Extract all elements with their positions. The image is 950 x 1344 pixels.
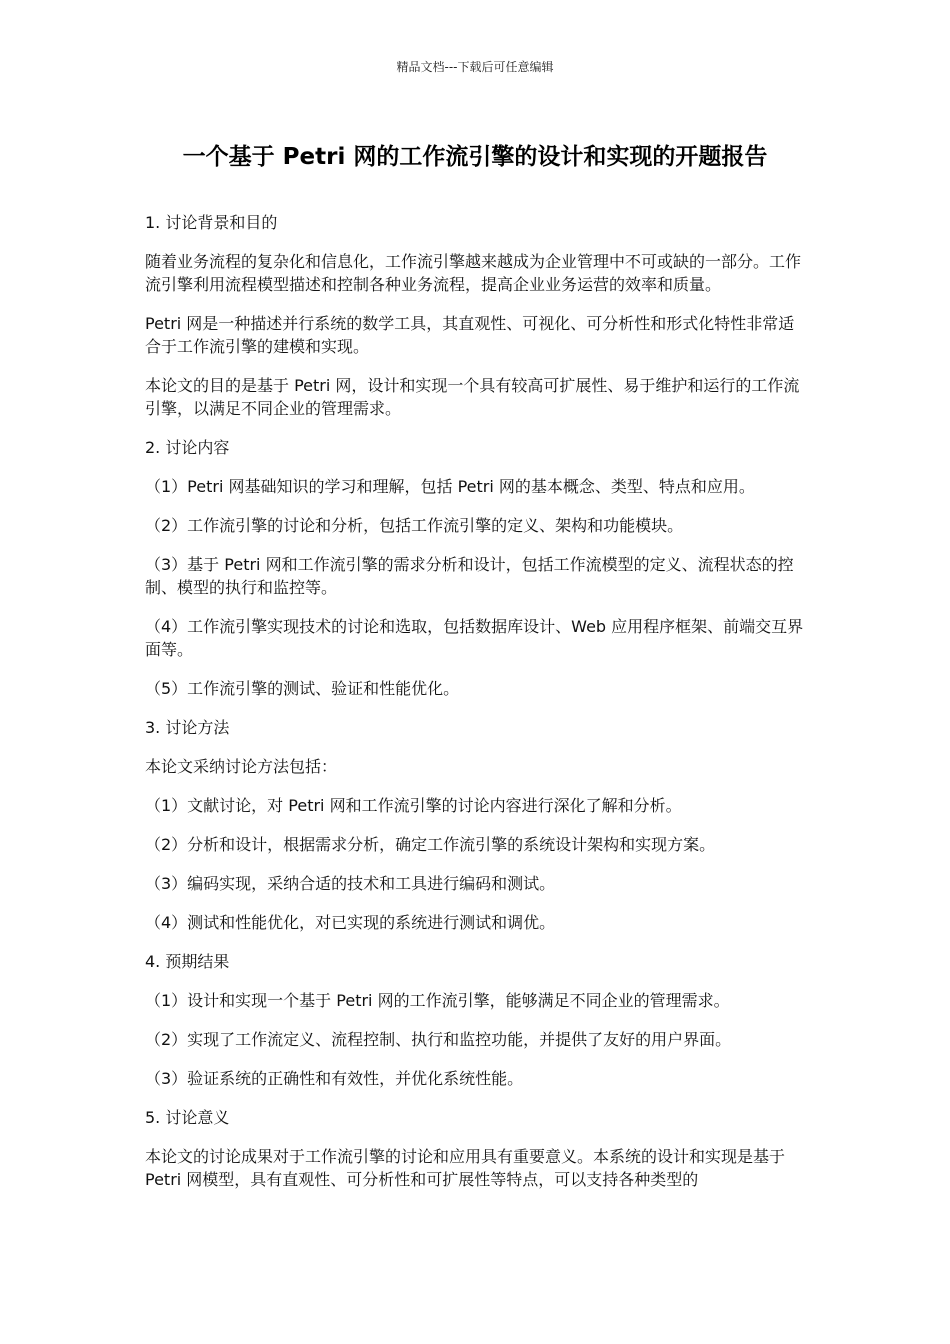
paragraph: 本论文采纳讨论方法包括：: [145, 757, 338, 776]
list-item: （1）设计和实现一个基于 Petri 网的工作流引擎，能够满足不同企业的管理需求。: [145, 991, 730, 1010]
document-title: 一个基于 Petri 网的工作流引擎的设计和实现的开题报告: [182, 144, 768, 170]
list-item: （3）编码实现，采纳合适的技术和工具进行编码和测试。: [145, 874, 556, 893]
list-item: （2）实现了工作流定义、流程控制、执行和监控功能，并提供了友好的用户界面。: [145, 1030, 732, 1049]
section-heading-content: 2. 讨论内容: [145, 438, 230, 457]
list-item: （3）验证系统的正确性和有效性，并优化系统性能。: [145, 1069, 524, 1088]
list-item: （1）Petri 网基础知识的学习和理解，包括 Petri 网的基本概念、类型、特点和应用。: [145, 477, 755, 496]
section-heading-background: 1. 讨论背景和目的: [145, 213, 278, 232]
list-item: （3）基于 Petri 网和工作流引擎的需求分析和设计，包括工作流模型的定义、流程状态的控制、模型的执行和监控等。: [145, 555, 794, 597]
list-item: （4）工作流引擎实现技术的讨论和选取，包括数据库设计、Web 应用程序框架、前端交互界面等。: [145, 617, 804, 659]
section-heading-results: 4. 预期结果: [145, 952, 230, 971]
section-heading-method: 3. 讨论方法: [145, 718, 230, 737]
list-item: （1）文献讨论，对 Petri 网和工作流引擎的讨论内容进行深化了解和分析。: [145, 796, 682, 815]
list-item: （5）工作流引擎的测试、验证和性能优化。: [145, 679, 460, 698]
list-item: （2）工作流引擎的讨论和分析，包括工作流引擎的定义、架构和功能模块。: [145, 516, 684, 535]
list-item: （4）测试和性能优化，对已实现的系统进行测试和调优。: [145, 913, 556, 932]
paragraph: 本论文的讨论成果对于工作流引擎的讨论和应用具有重要意义。本系统的设计和实现是基于 Petri 网模型，具有直观性、可分析性和可扩展性等特点，可以支持各种类型的: [145, 1147, 786, 1189]
paragraph: 随着业务流程的复杂化和信息化，工作流引擎越来越成为企业管理中不可或缺的一部分。工作流引擎利用流程模型描述和控制各种业务流程，提高企业业务运营的效率和质量。: [145, 252, 802, 294]
page-header: 精品文档---下载后可任意编辑: [396, 60, 554, 74]
paragraph: 本论文的目的是基于 Petri 网，设计和实现一个具有较高可扩展性、易于维护和运行的工作流引擎，以满足不同企业的管理需求。: [145, 376, 800, 418]
section-heading-significance: 5. 讨论意义: [145, 1108, 230, 1127]
paragraph: Petri 网是一种描述并行系统的数学工具，其直观性、可视化、可分析性和形式化特性非常适合于工作流引擎的建模和实现。: [145, 314, 795, 356]
list-item: （2）分析和设计，根据需求分析，确定工作流引擎的系统设计架构和实现方案。: [145, 835, 716, 854]
document-body: [145, 211, 810, 1191]
